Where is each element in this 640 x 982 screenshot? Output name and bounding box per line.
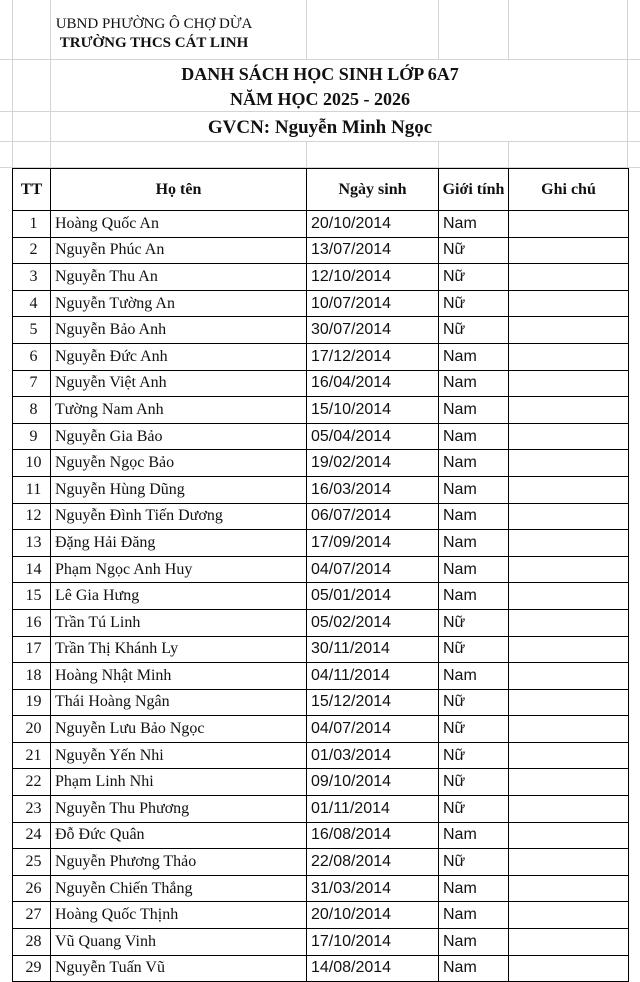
row-number-cell[interactable]: 18: [13, 663, 51, 690]
table-row: [13, 423, 629, 450]
row-number-cell[interactable]: 15: [13, 583, 51, 610]
student-name-cell[interactable]: Lê Gia Hưng: [51, 583, 307, 610]
note-cell[interactable]: [509, 849, 629, 876]
row-number-cell[interactable]: 12: [13, 503, 51, 530]
student-name-cell[interactable]: Nguyễn Thu Phương: [51, 796, 307, 823]
gender-cell[interactable]: Nữ: [439, 290, 509, 317]
row-number-cell[interactable]: 21: [13, 742, 51, 769]
gender-cell[interactable]: Nữ: [439, 689, 509, 716]
table-row: [13, 902, 629, 929]
table-row: [13, 556, 629, 583]
row-number-cell[interactable]: 4: [13, 290, 51, 317]
gender-cell[interactable]: Nam: [439, 370, 509, 397]
page-title: DANH SÁCH HỌC SINH LỚP 6A7: [181, 64, 459, 84]
birth-date-cell[interactable]: 15/10/2014: [307, 397, 439, 424]
header-row-blank: [0, 142, 640, 168]
birth-date-cell[interactable]: 13/07/2014: [307, 237, 439, 264]
table-row: [13, 343, 629, 370]
student-name-cell[interactable]: Nguyễn Đình Tiến Dương: [51, 503, 307, 530]
gender-cell[interactable]: Nam: [439, 929, 509, 956]
table-body: [13, 211, 629, 982]
row-number-cell[interactable]: 28: [13, 929, 51, 956]
table-row: [13, 397, 629, 424]
student-name-cell[interactable]: Đỗ Đức Quân: [51, 822, 307, 849]
note-cell[interactable]: [509, 663, 629, 690]
student-name-cell[interactable]: Nguyễn Lưu Bảo Ngọc: [51, 716, 307, 743]
student-name-cell[interactable]: Nguyễn Hùng Dũng: [51, 476, 307, 503]
gender-cell[interactable]: Nam: [439, 530, 509, 557]
gender-cell[interactable]: Nam: [439, 583, 509, 610]
homeroom-teacher: GVCN: Nguyễn Minh Ngọc: [207, 117, 433, 138]
table-row: [13, 822, 629, 849]
student-name-cell[interactable]: Nguyễn Phúc An: [51, 237, 307, 264]
birth-date-cell[interactable]: 04/11/2014: [307, 663, 439, 690]
column-header-sex[interactable]: Giới tính: [439, 169, 509, 211]
birth-date-cell[interactable]: 15/12/2014: [307, 689, 439, 716]
student-name-cell[interactable]: Vũ Quang Vinh: [51, 929, 307, 956]
row-number-cell[interactable]: 27: [13, 902, 51, 929]
gender-cell[interactable]: Nam: [439, 955, 509, 982]
gender-cell[interactable]: Nữ: [439, 849, 509, 876]
note-cell[interactable]: [509, 902, 629, 929]
table-row: [13, 769, 629, 796]
gender-cell[interactable]: Nam: [439, 343, 509, 370]
birth-date-cell[interactable]: 17/12/2014: [307, 343, 439, 370]
note-cell[interactable]: [509, 556, 629, 583]
note-cell[interactable]: [509, 343, 629, 370]
birth-date-cell[interactable]: 10/07/2014: [307, 290, 439, 317]
note-cell[interactable]: [509, 796, 629, 823]
note-cell[interactable]: [509, 370, 629, 397]
column-header-note[interactable]: Ghi chú: [509, 169, 629, 211]
note-cell[interactable]: [509, 450, 629, 477]
row-number-cell[interactable]: 19: [13, 689, 51, 716]
student-name-cell[interactable]: Nguyễn Gia Bảo: [51, 423, 307, 450]
table-row: [13, 450, 629, 477]
note-cell[interactable]: [509, 237, 629, 264]
birth-date-cell[interactable]: 01/03/2014: [307, 742, 439, 769]
row-number-cell[interactable]: 8: [13, 397, 51, 424]
birth-date-cell[interactable]: 06/07/2014: [307, 503, 439, 530]
note-cell[interactable]: [509, 530, 629, 557]
note-cell[interactable]: [509, 875, 629, 902]
row-number-cell[interactable]: 29: [13, 955, 51, 982]
column-header-tt[interactable]: TT: [13, 169, 51, 211]
row-number-cell[interactable]: 17: [13, 636, 51, 663]
table-row: [13, 716, 629, 743]
table-row: [13, 530, 629, 557]
gender-cell[interactable]: Nam: [439, 397, 509, 424]
gender-cell[interactable]: Nữ: [439, 237, 509, 264]
birth-date-cell[interactable]: 05/01/2014: [307, 583, 439, 610]
gender-cell[interactable]: Nữ: [439, 716, 509, 743]
row-number-cell[interactable]: 22: [13, 769, 51, 796]
gender-cell[interactable]: Nam: [439, 822, 509, 849]
row-number-cell[interactable]: 7: [13, 370, 51, 397]
sheet-margin: [628, 168, 640, 982]
student-name-cell[interactable]: Nguyễn Yến Nhi: [51, 742, 307, 769]
table-row: [13, 636, 629, 663]
gender-cell[interactable]: Nam: [439, 875, 509, 902]
table-row: [13, 742, 629, 769]
row-number-cell[interactable]: 25: [13, 849, 51, 876]
gender-cell[interactable]: Nam: [439, 663, 509, 690]
student-name-cell[interactable]: Đặng Hải Đăng: [51, 530, 307, 557]
column-header-name[interactable]: Họ tên: [51, 169, 307, 211]
table-row: [13, 237, 629, 264]
row-number-cell[interactable]: 1: [13, 211, 51, 238]
row-number-cell[interactable]: 23: [13, 796, 51, 823]
table-row: [13, 370, 629, 397]
note-cell[interactable]: [509, 716, 629, 743]
birth-date-cell[interactable]: 05/02/2014: [307, 609, 439, 636]
student-name-cell[interactable]: Nguyễn Ngọc Bảo: [51, 450, 307, 477]
note-cell[interactable]: [509, 503, 629, 530]
note-cell[interactable]: [509, 822, 629, 849]
student-name-cell[interactable]: Nguyễn Việt Anh: [51, 370, 307, 397]
note-cell[interactable]: [509, 423, 629, 450]
birth-date-cell[interactable]: 30/07/2014: [307, 317, 439, 344]
birth-date-cell[interactable]: 30/11/2014: [307, 636, 439, 663]
birth-date-cell[interactable]: 04/07/2014: [307, 556, 439, 583]
row-number-cell[interactable]: 9: [13, 423, 51, 450]
district-name: UBND PHƯỜNG Ô CHỢ DỪA: [55, 16, 253, 32]
table-row: [13, 849, 629, 876]
row-number-cell[interactable]: 24: [13, 822, 51, 849]
student-name-cell[interactable]: Phạm Linh Nhi: [51, 769, 307, 796]
table-row: [13, 689, 629, 716]
gender-cell[interactable]: Nữ: [439, 317, 509, 344]
birth-date-cell[interactable]: 19/02/2014: [307, 450, 439, 477]
birth-date-cell[interactable]: 05/04/2014: [307, 423, 439, 450]
note-cell[interactable]: [509, 742, 629, 769]
birth-date-cell[interactable]: 20/10/2014: [307, 211, 439, 238]
school-name: TRƯỜNG THCS CÁT LINH: [59, 35, 249, 51]
student-name-cell[interactable]: Tường Nam Anh: [51, 397, 307, 424]
note-cell[interactable]: [509, 211, 629, 238]
gender-cell[interactable]: Nữ: [439, 264, 509, 291]
birth-date-cell[interactable]: 04/07/2014: [307, 716, 439, 743]
table-row: [13, 929, 629, 956]
row-number-cell[interactable]: 14: [13, 556, 51, 583]
row-number-cell[interactable]: 20: [13, 716, 51, 743]
table-row: [13, 503, 629, 530]
table-row: [13, 264, 629, 291]
note-cell[interactable]: [509, 689, 629, 716]
row-number-cell[interactable]: 6: [13, 343, 51, 370]
row-number-cell[interactable]: 3: [13, 264, 51, 291]
note-cell[interactable]: [509, 317, 629, 344]
table-row: [13, 609, 629, 636]
table-row: [13, 663, 629, 690]
note-cell[interactable]: [509, 290, 629, 317]
birth-date-cell[interactable]: 16/03/2014: [307, 476, 439, 503]
table-row: [13, 583, 629, 610]
gender-cell[interactable]: Nam: [439, 902, 509, 929]
birth-date-cell[interactable]: 20/10/2014: [307, 902, 439, 929]
column-header-dob[interactable]: Ngày sinh: [307, 169, 439, 211]
gender-cell[interactable]: Nam: [439, 211, 509, 238]
table-row: [13, 476, 629, 503]
student-name-cell[interactable]: Hoàng Quốc An: [51, 211, 307, 238]
student-table: [12, 168, 629, 982]
row-number-cell[interactable]: 13: [13, 530, 51, 557]
birth-date-cell[interactable]: 31/03/2014: [307, 875, 439, 902]
gender-cell[interactable]: Nữ: [439, 609, 509, 636]
student-name-cell[interactable]: Trần Thị Khánh Ly: [51, 636, 307, 663]
student-name-cell[interactable]: Nguyễn Chiến Thắng: [51, 875, 307, 902]
note-cell[interactable]: [509, 397, 629, 424]
student-name-cell[interactable]: Hoàng Quốc Thịnh: [51, 902, 307, 929]
birth-date-cell[interactable]: 16/08/2014: [307, 822, 439, 849]
row-number-cell[interactable]: 2: [13, 237, 51, 264]
student-name-cell[interactable]: Nguyễn Thu An: [51, 264, 307, 291]
gender-cell[interactable]: Nữ: [439, 769, 509, 796]
note-cell[interactable]: [509, 929, 629, 956]
note-cell[interactable]: [509, 955, 629, 982]
gender-cell[interactable]: Nam: [439, 476, 509, 503]
birth-date-cell[interactable]: 09/10/2014: [307, 769, 439, 796]
gender-cell[interactable]: Nữ: [439, 742, 509, 769]
student-name-cell[interactable]: Nguyễn Đức Anh: [51, 343, 307, 370]
table-header-row: [13, 169, 629, 211]
student-name-cell[interactable]: Trần Tú Linh: [51, 609, 307, 636]
row-number-cell[interactable]: 10: [13, 450, 51, 477]
birth-date-cell[interactable]: 16/04/2014: [307, 370, 439, 397]
student-name-cell[interactable]: Nguyễn Bảo Anh: [51, 317, 307, 344]
birth-date-cell[interactable]: 12/10/2014: [307, 264, 439, 291]
student-name-cell[interactable]: Nguyễn Tường An: [51, 290, 307, 317]
row-number-cell[interactable]: 11: [13, 476, 51, 503]
birth-date-cell[interactable]: 22/08/2014: [307, 849, 439, 876]
student-name-cell[interactable]: Nguyễn Phương Thảo: [51, 849, 307, 876]
row-number-cell[interactable]: 16: [13, 609, 51, 636]
row-number-cell[interactable]: 26: [13, 875, 51, 902]
gender-cell[interactable]: Nam: [439, 423, 509, 450]
gender-cell[interactable]: Nữ: [439, 796, 509, 823]
table-row: [13, 875, 629, 902]
birth-date-cell[interactable]: 01/11/2014: [307, 796, 439, 823]
student-name-cell[interactable]: Phạm Ngọc Anh Huy: [51, 556, 307, 583]
note-cell[interactable]: [509, 476, 629, 503]
gender-cell[interactable]: Nữ: [439, 636, 509, 663]
table-row: [13, 317, 629, 344]
table-row: [13, 290, 629, 317]
note-cell[interactable]: [509, 636, 629, 663]
note-cell[interactable]: [509, 609, 629, 636]
student-name-cell[interactable]: Thái Hoàng Ngân: [51, 689, 307, 716]
note-cell[interactable]: [509, 264, 629, 291]
gender-cell[interactable]: Nam: [439, 450, 509, 477]
table-row: [13, 955, 629, 982]
birth-date-cell[interactable]: 14/08/2014: [307, 955, 439, 982]
student-name-cell[interactable]: Nguyễn Tuấn Vũ: [51, 955, 307, 982]
student-name-cell[interactable]: Hoàng Nhật Minh: [51, 663, 307, 690]
sheet-header: [0, 0, 640, 168]
table-row: [13, 211, 629, 238]
note-cell[interactable]: [509, 769, 629, 796]
table-row: [13, 796, 629, 823]
gender-cell[interactable]: Nam: [439, 503, 509, 530]
school-year: NĂM HỌC 2025 - 2026: [230, 89, 410, 109]
row-number-cell[interactable]: 5: [13, 317, 51, 344]
gender-cell[interactable]: Nam: [439, 556, 509, 583]
birth-date-cell[interactable]: 17/09/2014: [307, 530, 439, 557]
birth-date-cell[interactable]: 17/10/2014: [307, 929, 439, 956]
note-cell[interactable]: [509, 583, 629, 610]
